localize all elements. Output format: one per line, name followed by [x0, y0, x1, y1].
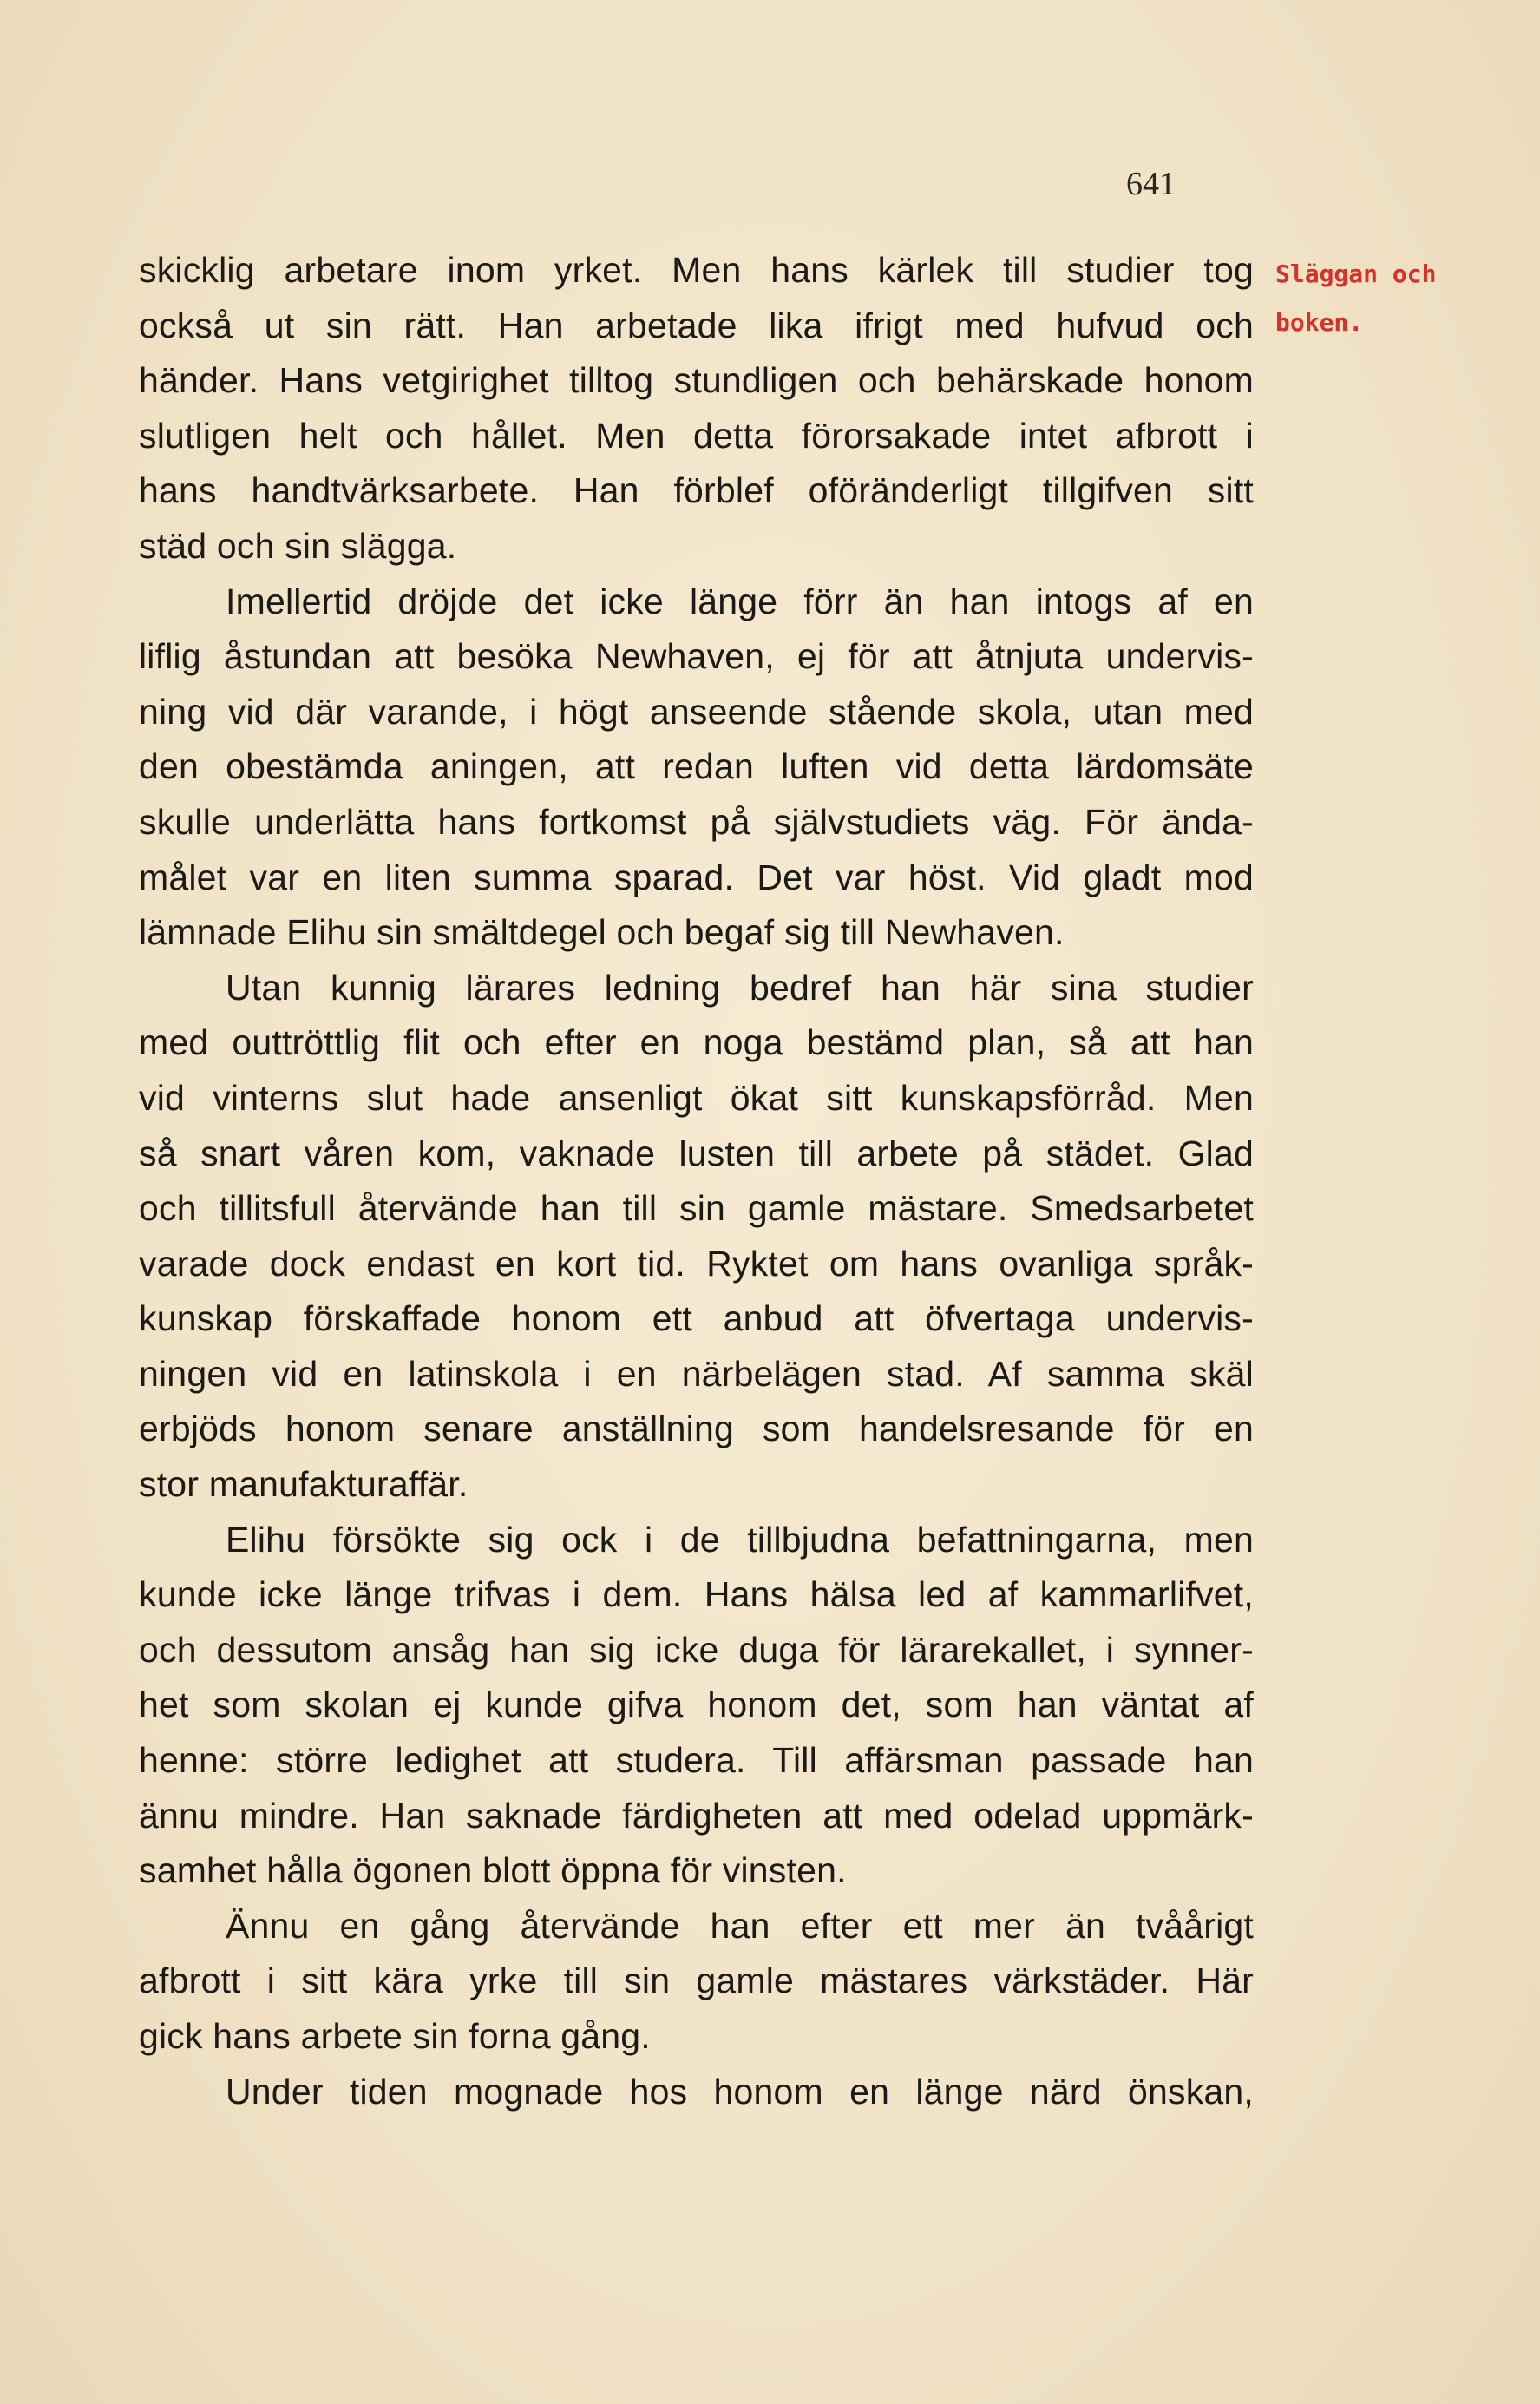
- text-line: henne: större ledighet att studera. Till affärsman passade han: [139, 1740, 1254, 1781]
- text-line: varade dock endast en kort tid. Ryktet om hans ovanliga språk-: [139, 1243, 1254, 1284]
- paragraph: [139, 575, 1254, 961]
- text-line: erbjöds honom senare anställning som handelsresande för en: [139, 1409, 1254, 1449]
- text-line: afbrott i sitt kära yrke till sin gamle mästares värkstäder. Här: [139, 1961, 1254, 2001]
- text-line: och tillitsfull återvände han till sin gamle mästare. Smedsarbetet: [139, 1188, 1254, 1229]
- text-line: stor manufakturaffär.: [139, 1464, 469, 1505]
- text-line: kunde icke länge trifvas i dem. Hans hälsa led af kammarlifvet,: [139, 1574, 1254, 1615]
- paragraph: [139, 961, 1254, 1513]
- text-line: målet var en liten summa sparad. Det var höst. Vid gladt mod: [139, 857, 1254, 897]
- text-line: så snart våren kom, vaknade lusten till arbete på städet. Glad: [139, 1133, 1254, 1173]
- marginal-note: [1275, 250, 1492, 347]
- text-line: ning vid där varande, i högt anseende stående skola, utan med: [139, 691, 1254, 732]
- paragraph: [139, 2065, 1254, 2120]
- paragraph: [139, 1513, 1254, 1899]
- text-line: Elihu försökte sig ock i de tillbjudna befattningarna, men: [226, 1519, 1254, 1560]
- text-line: också ut sin rätt. Han arbetade lika ifrigt med hufvud och: [139, 305, 1254, 345]
- text-line: skicklig arbetare inom yrket. Men hans kärlek till studier tog: [139, 250, 1254, 290]
- text-line: den obestämda aningen, att redan luften vid detta lärdomsäte: [139, 746, 1254, 787]
- text-line: vid vinterns slut hade ansenligt ökat sitt kunskapsförråd. Men: [139, 1077, 1254, 1118]
- text-line: ningen vid en latinskola i en närbelägen stad. Af samma skäl: [139, 1353, 1254, 1394]
- text-line: slutligen helt och hållet. Men detta förorsakade intet afbrott i: [139, 415, 1254, 456]
- text-line: Ännu en gång återvände han efter ett mer än tvåårigt: [226, 1905, 1254, 1946]
- text-line: med outtröttlig flit och efter en noga bestämd plan, så att han: [139, 1022, 1254, 1063]
- text-line: Under tiden mognade hos honom en länge närd önskan,: [226, 2071, 1254, 2112]
- text-line: händer. Hans vetgirighet tilltog stundligen och behärskade honom: [139, 360, 1254, 401]
- text-line: lämnade Elihu sin smältdegel och begaf sig till Newhaven.: [139, 912, 1065, 953]
- text-line: samhet hålla ögonen blott öppna för vinsten.: [139, 1850, 847, 1891]
- text-line: kunskap förskaffade honom ett anbud att öfvertaga undervis-: [139, 1298, 1254, 1339]
- marginal-note-line: Släggan och: [1275, 259, 1437, 288]
- marginal-note-line: boken.: [1275, 308, 1364, 337]
- text-line: ännu mindre. Han saknade färdigheten att med odelad uppmärk-: [139, 1795, 1254, 1836]
- text-line: hans handtvärksarbete. Han förblef oföränderligt tillgifven sitt: [139, 470, 1254, 511]
- text-line: och dessutom ansåg han sig icke duga för lärarekallet, i synner-: [139, 1629, 1254, 1670]
- text-line: gick hans arbete sin forna gång.: [139, 2016, 651, 2056]
- text-line: skulle underlätta hans fortkomst på självstudiets väg. För ända-: [139, 801, 1254, 842]
- body-text: [139, 243, 1254, 2119]
- text-line: Imellertid dröjde det icke länge förr än han intogs af en: [226, 581, 1254, 621]
- text-line: het som skolan ej kunde gifva honom det, som han väntat af: [139, 1685, 1254, 1725]
- page-number: 641: [1126, 166, 1176, 202]
- paragraph: [139, 1899, 1254, 2065]
- text-line: städ och sin slägga.: [139, 525, 457, 566]
- paragraph: [139, 243, 1254, 575]
- text-line: Utan kunnig lärares ledning bedref han här sina studier: [226, 967, 1254, 1008]
- text-line: liflig åstundan att besöka Newhaven, ej för att åtnjuta undervis-: [139, 636, 1254, 677]
